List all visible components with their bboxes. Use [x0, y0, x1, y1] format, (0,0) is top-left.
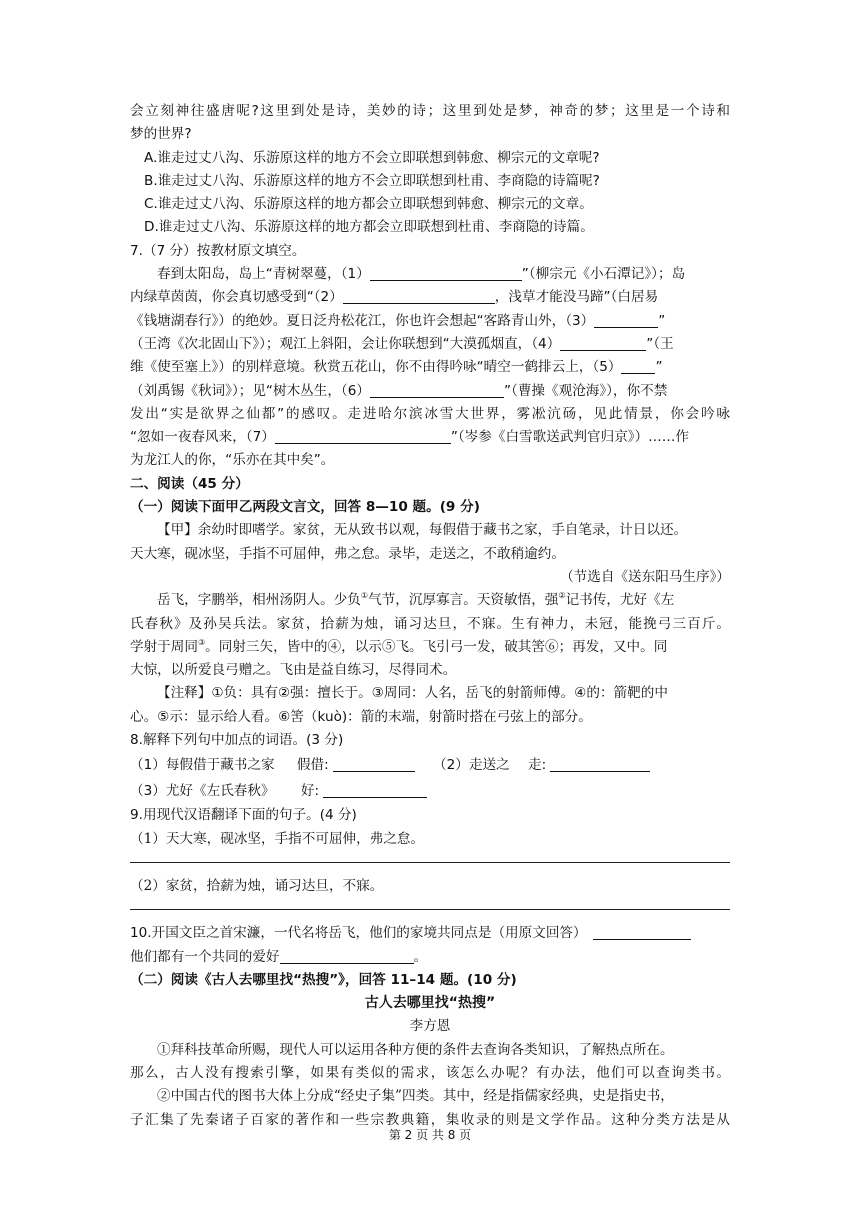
q7-text: （刘禹锡《秋词》）；见“树木丛生，（6）	[130, 382, 370, 399]
q7-text: ”（岑参《白雪歌送武判官归京》）……作	[450, 429, 689, 446]
answer-blank-q10-2[interactable]	[280, 949, 414, 964]
answer-blank-3[interactable]	[594, 313, 658, 328]
article-title: 古人去哪里找“热搜”	[364, 995, 496, 1012]
article-author: 李方恩	[409, 1018, 451, 1035]
q10-line	[130, 922, 730, 945]
q7-line: 发出“实是欲界之仙都”的感叹。走进哈尔滨冰雪大世界，雾凇沆砀，见此情景，你会吟咏	[130, 405, 730, 422]
q7-line	[130, 426, 730, 449]
q7-text: （王湾《次北固山下》）；观江上斜阳，会让你联想到“大漠孤烟直，（4）	[130, 335, 561, 352]
footnote-mark: ③	[197, 637, 206, 647]
q8-item: （2）走送之	[433, 757, 510, 774]
q7-text: ”（曹操《观沧海》），你不禁	[503, 382, 668, 399]
passage-text: 学射于周同	[130, 638, 198, 655]
annotation-line: 心。⑤示：显示给人看。⑥筈（kuò)：箭的末端，射箭时搭在弓弦上的部分。	[130, 708, 592, 725]
passage-yi-line: 大惊，以所爱良弓赠之。飞由是益自练习，尽得同术。	[130, 662, 457, 679]
answer-blank-q10-1[interactable]	[593, 925, 691, 940]
q7-line	[130, 333, 730, 356]
article-paragraph-line: ②中国古代的图书大体上分成“经史子集”四类。其中，经是指儒家经典，史是指史书，	[157, 1088, 674, 1105]
passage-jia-line: 天大寒，砚冰坚，手指不可屈伸，弗之怠。录毕，走送之，不敢稍逾约。	[130, 545, 565, 562]
passage-jia-source: （节选自《送东阳马生序》）	[560, 568, 730, 585]
q9-item: （2）家贫，拾薪为烛，诵习达旦，不寐。	[130, 877, 384, 894]
answer-blank-5[interactable]	[621, 359, 655, 374]
q7-line	[130, 356, 730, 379]
q8-item: （3）尤好《左氏春秋》	[130, 783, 275, 800]
q7-text: ”	[655, 359, 663, 376]
answer-blank-2[interactable]	[343, 289, 495, 304]
footnote-mark: ②	[558, 591, 566, 601]
section-title: 二、阅读（45 分）	[130, 475, 249, 492]
q6-stem-line: 梦的世界?	[130, 126, 192, 143]
passage-text: 岳飞，字鹏举，相州汤阴人。少负	[157, 592, 361, 609]
page-footer: 第 2 页 共 8 页	[388, 1128, 472, 1142]
q10-line	[130, 946, 730, 969]
q6-option-d: D.谁走过丈八沟、乐游原这样的地方都会立即联想到杜甫、李商隐的诗篇。	[144, 219, 594, 236]
q9-title: 9.用现代汉语翻译下面的句子。(4 分)	[130, 807, 357, 824]
q8-row	[130, 778, 730, 804]
page-content	[130, 100, 730, 1132]
q7-title: 7.（7 分）按教材原文填空。	[130, 242, 306, 259]
article-paragraph-line: 那么，古人没有搜索引擎，如果有类似的需求，该怎么办呢？有办法，他们可以查询类书。	[130, 1064, 730, 1081]
part2-title: （二）阅读《古人去哪里找“热搜”》，回答 11–14 题。(10 分)	[130, 971, 517, 988]
passage-yi-line	[130, 589, 730, 612]
answer-blank-4[interactable]	[560, 336, 646, 351]
article-paragraph-line: ①拜科技革命所赐，现代人可以运用各种方便的条件去查询各类知识，了解热点所在。	[157, 1041, 674, 1058]
q8-item: （1）每假借于藏书之家	[130, 757, 275, 774]
q7-text: ，浅草才能没马蹄”（白居易	[494, 289, 659, 306]
q9-item: （1）天大寒，砚冰坚，手指不可屈伸，弗之怠。	[130, 830, 425, 847]
q8-label: 好:	[300, 783, 320, 800]
q10-text: 他们都有一个共同的爱好	[130, 948, 280, 965]
q6-option-b: B.谁走过丈八沟、乐游原这样的地方不会立即联想到杜甫、李商隐的诗篇呢?	[144, 172, 600, 189]
q7-text: ”（柳宗元《小石潭记》）；岛	[521, 266, 686, 283]
answer-line[interactable]	[130, 851, 730, 863]
answer-blank-q8-1[interactable]	[333, 757, 415, 772]
article-paragraph-line: 子汇集了先秦诸子百家的著作和一些宗教典籍，集收录的则是文学作品。这种分类方法是从	[130, 1111, 730, 1128]
passage-text: 记书传，尤好《左	[565, 592, 675, 609]
q8-title: 8.解释下列句中加点的词语。(3 分)	[130, 732, 344, 749]
passage-text: 。同射三矢，皆中的④，以示⑤飞。飞引弓一发，破其筈⑥；再发，又中。同	[205, 638, 668, 655]
answer-blank-q8-2[interactable]	[550, 757, 650, 772]
q6-option-c: C.谁走过丈八沟、乐游原这样的地方都会立即联想到韩愈、柳宗元的文章。	[144, 196, 593, 213]
q10-text: 10.开国文臣之首宋濂，一代名将岳飞，他们的家境共同点是（用原文回答）	[130, 925, 587, 942]
q7-line	[130, 286, 730, 309]
q7-text: ”	[658, 312, 666, 329]
q7-text: 春到太阳岛，岛上“青树翠蔓，（1）	[157, 266, 370, 283]
part1-title: （一）阅读下面甲乙两段文言文，回答 8—10 题。(9 分)	[130, 499, 480, 516]
q7-text: “忽如一夜春风来，（7）	[130, 429, 275, 446]
footnote-mark: ①	[360, 591, 369, 601]
q7-text: 内绿草茵茵，你会真切感受到“（2）	[130, 289, 343, 306]
annotation-line: 【注释】①负：具有②强：擅长于。③周同：人名，岳飞的射箭师傅。④的：箭靶的中	[157, 685, 668, 702]
q8-label: 假借:	[296, 757, 329, 774]
q7-line	[130, 310, 730, 333]
q8-row	[130, 752, 730, 778]
q10-text: 。	[413, 948, 428, 965]
q7-line	[130, 380, 730, 403]
answer-line[interactable]	[130, 898, 730, 910]
q7-line	[130, 263, 730, 286]
answer-blank-q8-3[interactable]	[323, 783, 427, 798]
passage-yi-line	[130, 636, 730, 659]
passage-yi-line: 氏春秋》及孙吴兵法。家贫，拾薪为烛，诵习达旦，不寐。生有神力，未冠，能挽弓三百斤。	[130, 615, 730, 632]
answer-blank-1[interactable]	[370, 266, 522, 281]
q6-stem-line: 会立刻神往盛唐呢?这里到处是诗，美妙的诗；这里到处是梦，神奇的梦；这里是一个诗和	[130, 103, 730, 119]
q7-text: 维《使至塞上》）的别样意境。秋赏五花山，你不由得吟咏“晴空一鹤排云上，（5）	[130, 359, 622, 376]
q6-option-a: A.谁走过丈八沟、乐游原这样的地方不会立即联想到韩愈、柳宗元的文章呢?	[144, 149, 600, 166]
q7-text: ”（王	[646, 335, 674, 352]
q8-label: 走:	[527, 757, 547, 774]
passage-text: 气节，沉厚寡言。天资敏悟，强	[368, 592, 559, 609]
answer-blank-7[interactable]	[275, 429, 451, 444]
q7-text: 《钱塘湖春行》）的绝妙。夏日泛舟松花江，你也许会想起“客路青山外，（3）	[130, 312, 595, 329]
q7-line: 为龙江人的你，“乐亦在其中矣”。	[130, 452, 335, 469]
answer-blank-6[interactable]	[370, 383, 504, 398]
passage-jia-line: 【甲】余幼时即嗜学。家贫，无从致书以观，每假借于藏书之家，手自笔录，计日以还。	[157, 522, 688, 539]
